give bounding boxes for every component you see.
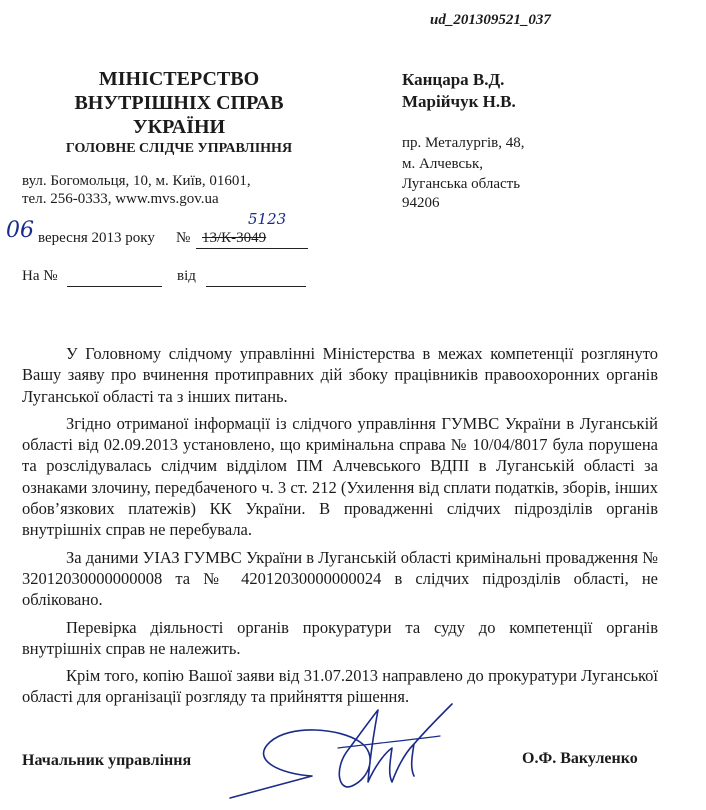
reference-number-label: На № [22, 268, 58, 284]
handwritten-signature [220, 690, 460, 808]
signatory-position: Начальник управління [22, 752, 192, 769]
sender-address: вул. Богомольця, 10, м. Київ, 01601, [22, 173, 251, 189]
sender-department: ГОЛОВНЕ СЛІДЧЕ УПРАВЛІННЯ [65, 141, 293, 156]
sender-ministry-line3: УКРАЇНИ [132, 116, 226, 138]
body-paragraph-1: У Головному слідчому управлінні Міністерства в межах компетенції розглянуто Вашу заяву про вчинення протиправних дій збоку працівників правоохоронних органів Луганської області та з інших питань. [22, 344, 658, 406]
sender-contacts: тел. 256-0333, www.mvs.gov.ua [22, 191, 219, 207]
reference-number-blank [67, 286, 162, 287]
handwritten-day: 06 [6, 218, 34, 243]
signatory-name: О.Ф. Вакуленко [522, 750, 638, 767]
recipient-address-region: Луганська область [402, 176, 521, 192]
outgoing-date: вересня 2013 року [38, 230, 155, 246]
document-id: ud_201309521_037 [430, 12, 551, 28]
recipient-address-postcode: 94206 [402, 195, 440, 211]
body-paragraph-2: Згідно отриманої інформації із слідчого управління ГУМВС України в Луганській області від 02.09.2013 установлено, що кримінальна справа № 10/04/8017 була порушена та розслідувалась слідчим відділом ПМ Алчевського ВДПІ в Луганській області за ознаками злочину, передбаченого ч. 3 ст. 212 (Ухилення від сплати податків, зборів, інших обов’язкових платежів) КК України. В провадженні слідчих підрозділів органів внутрішніх справ не перебувала. [22, 413, 658, 540]
sender-ministry-line1: МІНІСТЕРСТВО [98, 68, 260, 90]
reference-date-label: від [177, 268, 196, 284]
handwritten-number: 5123 [248, 210, 287, 228]
reference-date-blank [206, 286, 306, 287]
outgoing-number-underline [196, 248, 308, 249]
recipient-name-2: Марійчук Н.В. [402, 92, 516, 111]
letter-body [22, 343, 658, 708]
body-paragraph-5: Крім того, копію Вашої заяви від 31.07.2013 направлено до прокуратури Луганської області для організації розгляду та прийняття рішення. [22, 666, 658, 707]
body-paragraph-3: За даними УІАЗ ГУМВС України в Луганській області кримінальні провадження № 32012030000000008 та № 42012030000000024 в слідчих підрозділів області, не обліковано. [22, 547, 658, 610]
recipient-address-street: пр. Металургів, 48, [402, 135, 525, 151]
recipient-address-city: м. Алчевськ, [402, 156, 484, 172]
sender-ministry-line2: ВНУТРІШНІХ СПРАВ [74, 92, 284, 114]
outgoing-number-sign: № [176, 230, 191, 246]
outgoing-number-printed: 13/К-3049 [202, 230, 267, 246]
body-paragraph-4: Перевірка діяльності органів прокуратури та суду до компетенції органів внутрішніх справ не належить. [22, 617, 658, 658]
recipient-name-1: Канцара В.Д. [402, 70, 505, 89]
